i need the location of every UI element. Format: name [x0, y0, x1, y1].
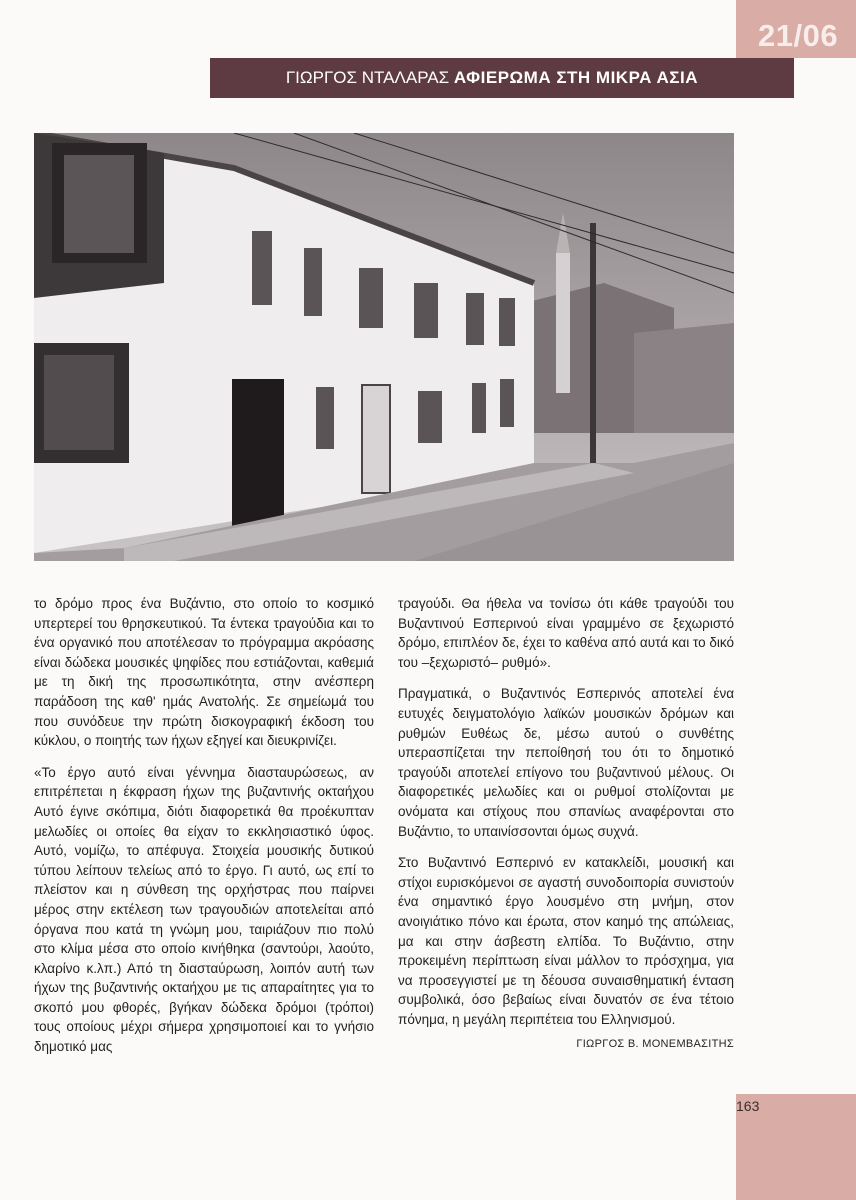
header-section-title: ΑΦΙΕΡΩΜΑ ΣΤΗ ΜΙΚΡΑ ΑΣΙΑ: [453, 68, 698, 87]
issue-number: 21/06: [758, 18, 839, 53]
issue-tab: [736, 0, 856, 58]
article-paragraph: τραγούδι. Θα ήθελα να τονίσω ότι κάθε τραγούδι του Βυζαντινού Εσπερινού είναι γραμμένο σε ξεχωριστό δρόμο, επιπλέον δε, έχει το καθένα από αυτά και το δικό του –ξεχωριστό– ρυθμό».: [398, 596, 734, 670]
article-paragraph: το δρόμο προς ένα Βυζάντιο, στο οποίο το κοσμικό υπερτερεί του θρησκευτικού. Τα έντεκα τραγούδια και το ένα οργανικό που αποτέλεσαν το πρόγραμμα ακρόασης είναι δώδεκα μουσικές ψηφίδες που εστιάζονται, καθεμιά με τη δική της προσωπικότητα, στην ανέσπερη παράδοση της καθ' ημάς Ανατολής. Σε σημείωμά του που συνόδευε την πρώτη δισκογραφική έκδοση του κύκλου, ο ποιητής των ήχων εξηγεί και διευκρινίζει.: [34, 596, 374, 749]
page-number: 163: [736, 1098, 760, 1114]
article-paragraph: Στο Βυζαντινό Εσπερινό εν κατακλείδι, μουσική και στίχοι ευρισκόμενοι σε αγαστή συνοδοιπορία συνιστούν ένα σημαντικό έργο λουσμένο στη μνήμη, στον ανοιγιάτικο πόνο και έρωτα, στον καημό της απώλειας, μα και στην άσβεστη ελπίδα. Το Βυζάντιο, στην προκειμένη περίπτωση είναι μάλλον το πρόσχημα, για να προσεγγιστεί με τη δέουσα συναισθηματική ένταση συμβολικά, όσο βεβαίως είναι δυνατόν σε ένα τέτοιο πόνημα, η μεγάλη περιπέτεια του Ελληνισμού.: [398, 855, 734, 1027]
header-author: ΓΙΩΡΓΟΣ ΝΤΑΛΑΡΑΣ: [285, 68, 450, 87]
building-photo: [34, 133, 734, 561]
article-paragraph-quote: «Το έργο αυτό είναι γέννημα διασταυρώσεως, αν επιτρέπεται η έκφραση ήχων της βυζαντινής οκταήχου Αυτό έγινε σκόπιμα, διότι διαφορετικά θα προέκυπταν μελωδίες οι οποίες θα είχαν το εκκλησιαστικό ύφος. Αυτό, νομίζω, το απέφυγα. Στοιχεία μουσικής δυτικού τύπου λείπουν τελείως από το έργο. Γι αυτό, ως επί το πλείστον και η σύνθεση της ορχήστρας που παίρνει μέρος στην εκτέλεση των τραγουδιών αποτελείται από όργανα που κατά τη γνώμη μου, ταιριάζουν πιο πολύ στο κλίμα μέσα στο οποίο κινήθηκα (σαντούρι, λαούτο, κλαρίνο κ.λπ.) Από τη διασταύρωση, λοιπόν αυτή των ήχων της βυζαντινής οκταήχου με τις απαραίτητες για το σκοπό μου φθορές, βγήκαν δώδεκα δρόμοι (τρόποι) τους οποίους μέχρι σήμερα χρησιμοποιεί και το γνήσιο δημοτικό μας: [34, 764, 374, 1055]
article-paragraph: Πραγματικά, ο Βυζαντινός Εσπερινός αποτελεί ένα ευτυχές δειγματολόγιο λαϊκών μουσικών δρόμων και ρυθμών Ευθέως δε, μέσω αυτού ο συνθέτης υπερασπίζεται την πεποίθησή του ότι το δημοτικό τραγούδι αποτελεί επίγονο του βυζαντινού μέλους. Οι διαφορετικές μελωδίες και οι ρυθμοί στολίζονται με ονόματα και στίχους που σπανίως αναφέρονται στο Βυζάντιο, το υπαινίσσονται όμως συχνά.: [398, 686, 734, 839]
section-header: [210, 58, 794, 98]
article-column-left: [34, 594, 374, 1057]
author-signature: ΓΙΩΡΓΟΣ Β. ΜΟΝΕΜΒΑΣΙΤΗΣ: [576, 1038, 734, 1051]
article-column-right: [398, 594, 734, 1055]
